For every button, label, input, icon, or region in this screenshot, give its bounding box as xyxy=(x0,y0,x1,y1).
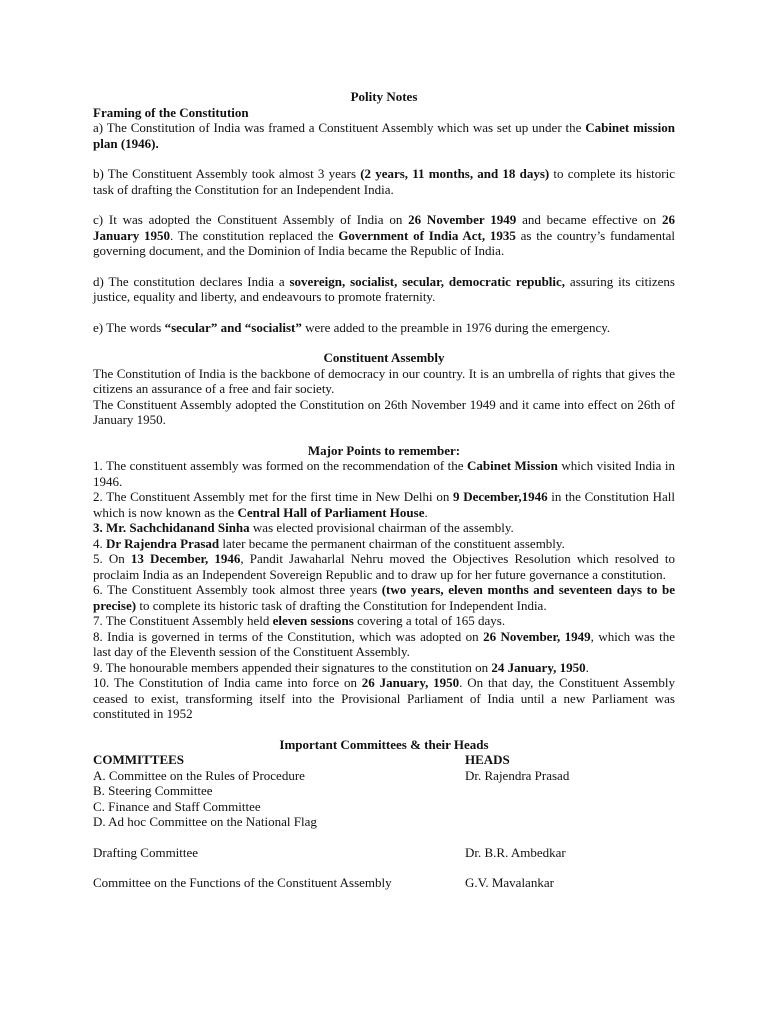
constituent-paragraph-1: The Constitution of India is the backbone of democracy in our country. It is an umbrella of rights that gives the citizens an assurance of a free and fair society. xyxy=(93,365,675,396)
framing-point-e: e) The words “secular” and “socialist” were added to the preamble in 1976 during the emergency. xyxy=(93,319,611,335)
committee-name: A. Committee on the Rules of Procedure xyxy=(93,767,305,783)
committee-row xyxy=(93,783,675,799)
committee-name: C. Finance and Staff Committee xyxy=(93,798,261,814)
major-point-8: 8. India is governed in terms of the Constitution, which was adopted on 26 November, 1949, which was the last day of the Eleventh session of the Constituent Assembly. xyxy=(93,628,675,659)
committee-head: Dr. Rajendra Prasad xyxy=(465,767,570,783)
committee-row xyxy=(93,768,675,784)
constituent-assembly-heading: Constituent Assembly xyxy=(323,350,445,365)
major-points-heading: Major Points to remember: xyxy=(307,442,461,458)
framing-point-b: b) The Constituent Assembly took almost 3 years (2 years, 11 months, and 18 days) to complete its historic task of drafting the Constitution for an Independent India. xyxy=(93,166,675,197)
committee-name: Drafting Committee xyxy=(93,844,199,860)
committee-row xyxy=(93,875,675,891)
committee-head xyxy=(465,783,675,799)
major-point-2: 2. The Constituent Assembly met for the first time in New Delhi on 9 December,1946 in the Constitution Hall which is now known as the Central Hall of Parliament House. xyxy=(93,489,675,520)
committee-name: D. Ad hoc Committee on the National Flag xyxy=(93,814,317,829)
framing-point-d: d) The constitution declares India a sovereign, socialist, secular, democratic republic, assuring its citizens justice, equality and liberty, and endeavours to promote fraternity. xyxy=(93,273,675,304)
committees-column-header: COMMITTEES xyxy=(93,752,185,767)
committee-row xyxy=(93,845,675,861)
framing-heading: Framing of the Constitution xyxy=(93,104,249,120)
committee-name: Committee on the Functions of the Constituent Assembly xyxy=(93,875,392,890)
committee-row xyxy=(93,814,675,830)
page-title: Polity Notes xyxy=(350,89,418,104)
major-point-10: 10. The Constitution of India came into force on 26 January, 1950. On that day, the Constituent Assembly ceased to exist, transforming itself into the Provisional Parliament of India until a new Parliament was constituted in 1952 xyxy=(93,675,675,721)
major-point-3: 3. Mr. Sachchidanand Sinha was elected provisional chairman of the assembly. xyxy=(93,520,514,535)
major-point-4: 4. Dr Rajendra Prasad later became the permanent chairman of the constituent assembly. xyxy=(93,535,565,551)
major-point-5: 5. On 13 December, 1946, Pandit Jawaharlal Nehru moved the Objectives Resolution which resolved to proclaim India as an Independent Sovereign Republic and to draw up for her future governance a constitution. xyxy=(93,551,676,582)
constituent-paragraph-2: The Constituent Assembly adopted the Constitution on 26th November 1949 and it came into effect on 26th of January 1950. xyxy=(93,396,675,427)
major-point-1: 1. The constituent assembly was formed on the recommendation of the Cabinet Mission which visited India in 1946. xyxy=(93,458,675,489)
committees-header-row xyxy=(93,752,675,768)
committees-heading: Important Committees & their Heads xyxy=(279,736,489,752)
committee-head xyxy=(465,799,675,815)
framing-point-a: a) The Constitution of India was framed a Constituent Assembly which was set up under the Cabinet mission plan (1946). xyxy=(93,120,675,151)
committee-head: Dr. B.R. Ambedkar xyxy=(465,844,566,860)
committee-row xyxy=(93,799,675,815)
major-point-7: 7. The Constituent Assembly held eleven sessions covering a total of 165 days. xyxy=(93,613,506,628)
major-point-6: 6. The Constituent Assembly took almost three years (two years, eleven months and seventeen days to be precise) to complete its historic task of drafting the Constitution for Independent India. xyxy=(93,582,675,613)
document-body xyxy=(93,89,675,891)
committee-name: B. Steering Committee xyxy=(93,783,213,798)
framing-point-c: c) It was adopted the Constituent Assembly of India on 26 November 1949 and became effective on 26 January 1950. The constitution replaced the Government of India Act, 1935 as the country’s fundamental governing document, and the Dominion of India became the Republic of India. xyxy=(93,212,675,258)
committee-head: G.V. Mavalankar xyxy=(465,875,554,890)
major-point-9: 9. The honourable members appended their signatures to the constitution on 24 January, 1950. xyxy=(93,659,589,675)
heads-column-header: HEADS xyxy=(465,752,510,767)
committee-head xyxy=(465,814,675,830)
